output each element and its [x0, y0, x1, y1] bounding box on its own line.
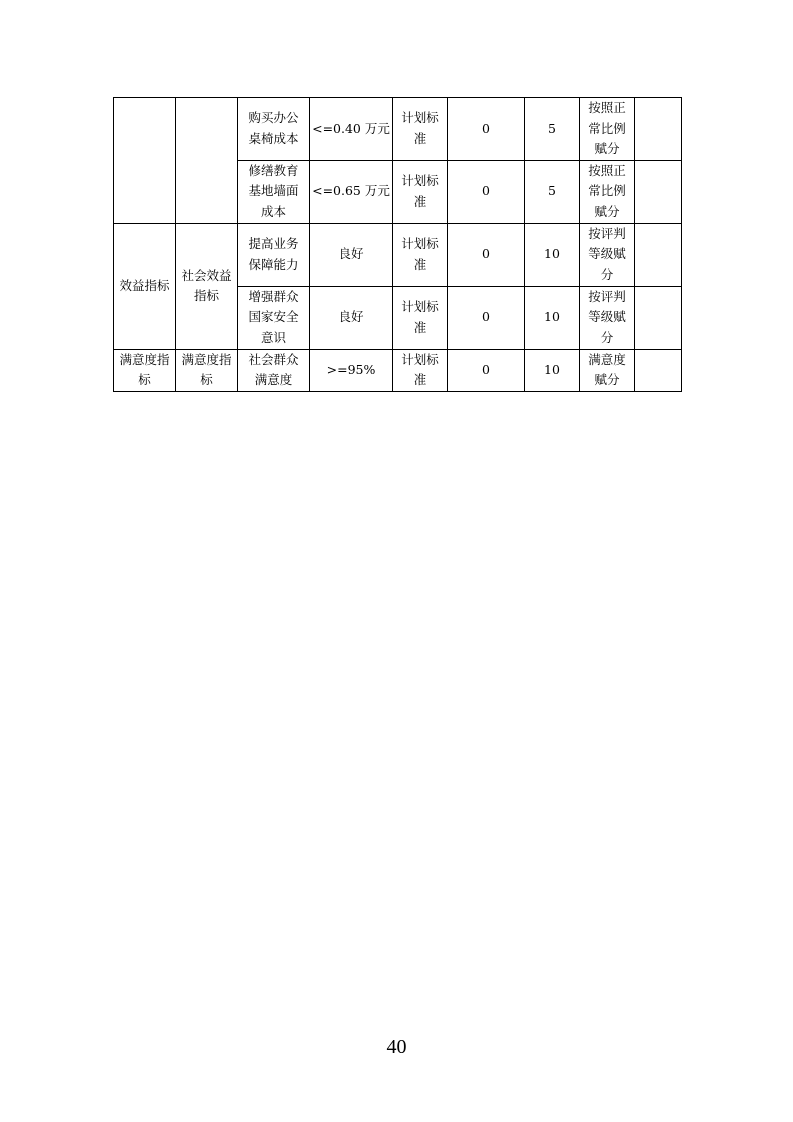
value-cell: 良好: [310, 223, 393, 286]
standard-cell: 计划标 准: [393, 286, 448, 349]
indicator-cell: 社会群众 满意度: [238, 349, 310, 391]
method-cell: 按评判 等级赋 分: [580, 286, 635, 349]
standard-cell: 计划标 准: [393, 349, 448, 391]
value-cell: <=0.40 万元: [310, 98, 393, 161]
level2-cell: 社会效益 指标: [176, 223, 238, 349]
page-number: 40: [386, 1036, 407, 1058]
method-cell: 满意度 赋分: [580, 349, 635, 391]
level2-cell-empty: [176, 98, 238, 224]
indicator-cell: 增强群众 国家安全 意识: [238, 286, 310, 349]
level1-cell: 满意度指 标: [114, 349, 176, 391]
note-cell: [635, 286, 682, 349]
indicator-cell: 购买办公 桌椅成本: [238, 98, 310, 161]
note-cell: [635, 349, 682, 391]
standard-cell: 计划标 准: [393, 98, 448, 161]
level1-cell-empty: [114, 98, 176, 224]
standard-cell: 计划标 准: [393, 160, 448, 223]
actual-cell: 0: [448, 160, 525, 223]
note-cell: [635, 160, 682, 223]
value-cell: 良好: [310, 286, 393, 349]
note-cell: [635, 98, 682, 161]
value-cell: >=95%: [310, 349, 393, 391]
weight-cell: 10: [525, 349, 580, 391]
weight-cell: 5: [525, 98, 580, 161]
weight-cell: 5: [525, 160, 580, 223]
actual-cell: 0: [448, 98, 525, 161]
level1-cell: 效益指标: [114, 223, 176, 349]
weight-cell: 10: [525, 286, 580, 349]
note-cell: [635, 223, 682, 286]
actual-cell: 0: [448, 286, 525, 349]
table-row: [114, 223, 682, 286]
table-row: [114, 349, 682, 391]
method-cell: 按照正 常比例 赋分: [580, 98, 635, 161]
standard-cell: 计划标 准: [393, 223, 448, 286]
level2-cell: 满意度指 标: [176, 349, 238, 391]
value-cell: <=0.65 万元: [310, 160, 393, 223]
indicator-table: [113, 97, 682, 392]
method-cell: 按评判 等级赋 分: [580, 223, 635, 286]
actual-cell: 0: [448, 349, 525, 391]
table-row: [114, 98, 682, 161]
method-cell: 按照正 常比例 赋分: [580, 160, 635, 223]
indicator-cell: 修缮教育 基地墙面 成本: [238, 160, 310, 223]
indicator-cell: 提高业务 保障能力: [238, 223, 310, 286]
weight-cell: 10: [525, 223, 580, 286]
actual-cell: 0: [448, 223, 525, 286]
